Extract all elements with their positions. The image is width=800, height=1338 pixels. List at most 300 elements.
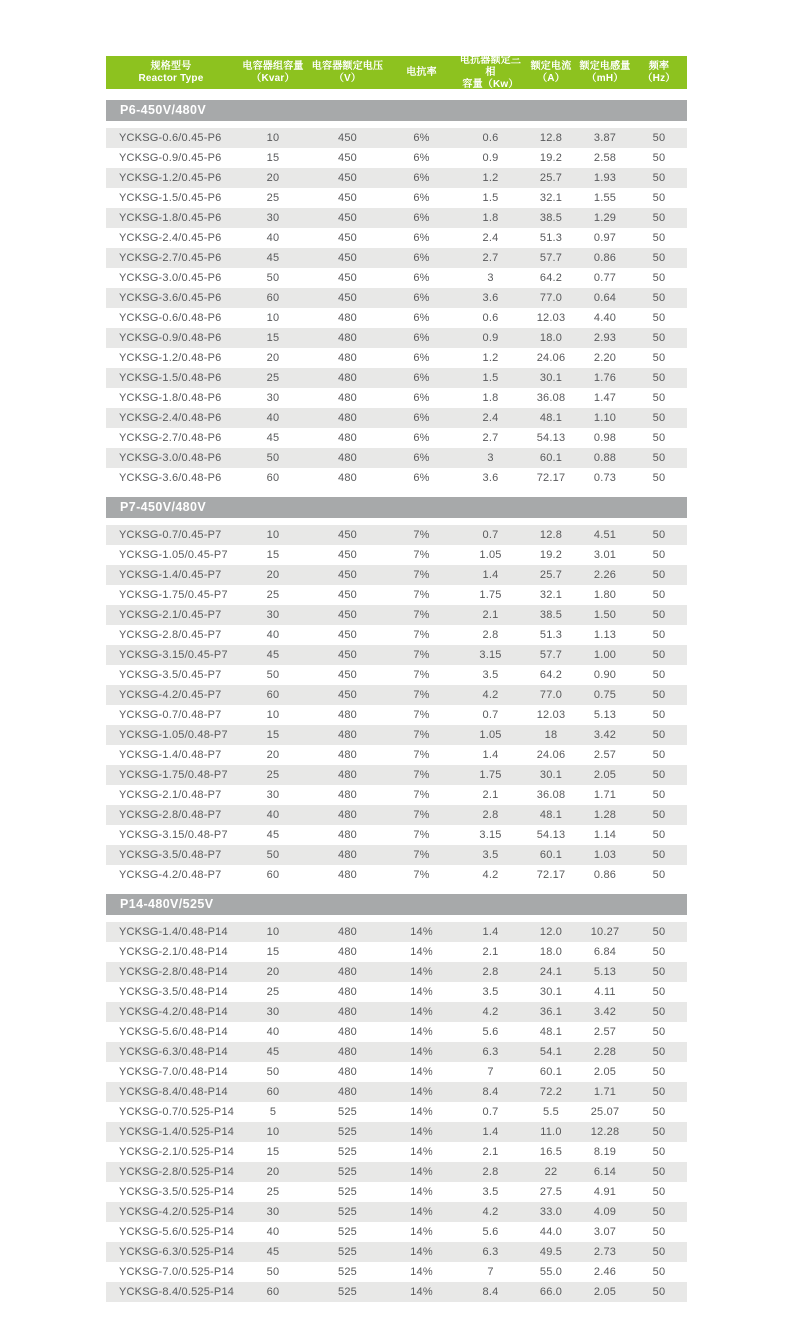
- value-cell: 2.46: [593, 1266, 617, 1278]
- value-cell: 45: [266, 649, 280, 661]
- value-cell: 480: [338, 1006, 357, 1018]
- value-cell: 5.6: [482, 1226, 499, 1238]
- value-cell: 2.57: [593, 749, 617, 761]
- model-cell: YCKSG-5.6/0.48-P14: [119, 1026, 228, 1038]
- model-cell: YCKSG-3.0/0.45-P6: [119, 272, 222, 284]
- value-cell: 0.6: [482, 312, 499, 324]
- value-cell: 6%: [413, 392, 430, 404]
- model-cell: YCKSG-1.05/0.48-P7: [119, 729, 228, 741]
- value-cell: 7%: [413, 529, 430, 541]
- value-cell: 1.13: [593, 629, 617, 641]
- table-row: [106, 288, 687, 308]
- value-cell: 6.3: [482, 1246, 499, 1258]
- value-cell: 18.0: [539, 946, 563, 958]
- value-cell: 49.5: [539, 1246, 563, 1258]
- section-rows: [106, 922, 687, 1302]
- value-cell: 50: [652, 472, 666, 484]
- value-cell: 50: [652, 332, 666, 344]
- table-row: [106, 308, 687, 328]
- value-cell: 40: [266, 809, 280, 821]
- value-cell: 0.90: [593, 669, 617, 681]
- value-cell: 480: [338, 849, 357, 861]
- model-cell: YCKSG-4.2/0.45-P7: [119, 689, 222, 701]
- value-cell: 25: [266, 192, 280, 204]
- table-row: [106, 148, 687, 168]
- table-row: [106, 605, 687, 625]
- value-cell: 20: [266, 569, 280, 581]
- column-header-zh: 频率: [648, 60, 670, 72]
- column-header-zh: 额定电感量: [579, 60, 631, 72]
- model-cell: YCKSG-2.1/0.525-P14: [119, 1146, 235, 1158]
- model-cell: YCKSG-3.6/0.45-P6: [119, 292, 222, 304]
- value-cell: 30: [266, 609, 280, 621]
- value-cell: 1.29: [593, 212, 617, 224]
- value-cell: 51.3: [539, 232, 563, 244]
- value-cell: 2.1: [482, 946, 499, 958]
- value-cell: 7%: [413, 869, 430, 881]
- value-cell: 50: [652, 1006, 666, 1018]
- value-cell: 2.73: [593, 1246, 617, 1258]
- value-cell: 19.2: [539, 152, 563, 164]
- value-cell: 40: [266, 412, 280, 424]
- value-cell: 0.73: [593, 472, 617, 484]
- value-cell: 50: [266, 849, 280, 861]
- value-cell: 50: [652, 809, 666, 821]
- value-cell: 3: [487, 452, 494, 464]
- reactor-spec-table: [106, 56, 687, 1311]
- column-header-unit: 容量（Kw）: [462, 78, 519, 90]
- column-header-unit: （Kvar）: [251, 72, 295, 84]
- value-cell: 480: [338, 472, 357, 484]
- value-cell: 36.1: [539, 1006, 563, 1018]
- model-cell: YCKSG-1.8/0.45-P6: [119, 212, 222, 224]
- table-row: [106, 228, 687, 248]
- value-cell: 0.97: [593, 232, 617, 244]
- value-cell: 1.05: [479, 549, 502, 561]
- value-cell: 6%: [413, 252, 430, 264]
- value-cell: 36.08: [536, 789, 566, 801]
- column-header: [310, 56, 385, 89]
- value-cell: 20: [266, 172, 280, 184]
- value-cell: 2.8: [482, 1166, 499, 1178]
- model-cell: YCKSG-1.5/0.45-P6: [119, 192, 222, 204]
- table-row: [106, 1062, 687, 1082]
- table-row: [106, 625, 687, 645]
- value-cell: 1.75: [479, 769, 502, 781]
- value-cell: 4.2: [482, 869, 499, 881]
- value-cell: 14%: [410, 1046, 433, 1058]
- value-cell: 50: [652, 529, 666, 541]
- value-cell: 6%: [413, 452, 430, 464]
- value-cell: 10: [266, 1126, 280, 1138]
- value-cell: 5: [269, 1106, 277, 1118]
- value-cell: 14%: [410, 1086, 433, 1098]
- value-cell: 480: [338, 352, 357, 364]
- value-cell: 10: [266, 926, 280, 938]
- value-cell: 6%: [413, 412, 430, 424]
- value-cell: 3.5: [482, 986, 499, 998]
- value-cell: 55.0: [539, 1266, 563, 1278]
- value-cell: 450: [338, 292, 357, 304]
- value-cell: 38.5: [539, 212, 563, 224]
- value-cell: 50: [652, 549, 666, 561]
- model-cell: YCKSG-3.5/0.48-P14: [119, 986, 228, 998]
- value-cell: 40: [266, 1226, 280, 1238]
- model-cell: YCKSG-1.2/0.48-P6: [119, 352, 222, 364]
- value-cell: 60: [266, 1286, 280, 1298]
- value-cell: 6%: [413, 172, 430, 184]
- table-row: [106, 865, 687, 885]
- value-cell: 50: [652, 232, 666, 244]
- column-header: [106, 56, 236, 89]
- value-cell: 480: [338, 946, 357, 958]
- value-cell: 0.75: [593, 689, 617, 701]
- value-cell: 480: [338, 729, 357, 741]
- value-cell: 25.7: [539, 569, 563, 581]
- table-row: [106, 348, 687, 368]
- value-cell: 0.6: [482, 132, 499, 144]
- value-cell: 48.1: [539, 412, 563, 424]
- table-row: [106, 922, 687, 942]
- value-cell: 1.76: [593, 372, 617, 384]
- value-cell: 24.06: [536, 749, 566, 761]
- value-cell: 2.8: [482, 809, 499, 821]
- value-cell: 50: [652, 629, 666, 641]
- value-cell: 54.13: [536, 829, 566, 841]
- value-cell: 2.58: [593, 152, 617, 164]
- value-cell: 2.1: [482, 1146, 499, 1158]
- value-cell: 30.1: [539, 372, 563, 384]
- value-cell: 50: [266, 1266, 280, 1278]
- value-cell: 480: [338, 709, 357, 721]
- value-cell: 5.5: [543, 1106, 559, 1118]
- value-cell: 450: [338, 669, 357, 681]
- value-cell: 8.19: [593, 1146, 617, 1158]
- value-cell: 7%: [413, 769, 430, 781]
- value-cell: 50: [652, 669, 666, 681]
- value-cell: 20: [266, 749, 280, 761]
- table-row: [106, 585, 687, 605]
- value-cell: 7%: [413, 629, 430, 641]
- model-cell: YCKSG-8.4/0.525-P14: [119, 1286, 235, 1298]
- value-cell: 54.13: [536, 432, 566, 444]
- value-cell: 15: [266, 729, 280, 741]
- value-cell: 60: [266, 292, 280, 304]
- value-cell: 525: [338, 1206, 357, 1218]
- value-cell: 16.5: [539, 1146, 563, 1158]
- model-cell: YCKSG-2.8/0.48-P7: [119, 809, 222, 821]
- column-header-unit: （V）: [333, 72, 362, 84]
- value-cell: 50: [652, 272, 666, 284]
- column-header-zh: 电容器额定电压: [311, 60, 384, 72]
- table-row: [106, 565, 687, 585]
- value-cell: 0.64: [593, 292, 617, 304]
- value-cell: 480: [338, 749, 357, 761]
- value-cell: 30: [266, 789, 280, 801]
- value-cell: 60.1: [539, 849, 563, 861]
- table-row: [106, 1202, 687, 1222]
- value-cell: 14%: [410, 1106, 433, 1118]
- value-cell: 525: [338, 1166, 357, 1178]
- value-cell: 10: [266, 709, 280, 721]
- section-header: P6-450V/480V: [106, 100, 687, 121]
- value-cell: 7%: [413, 809, 430, 821]
- value-cell: 50: [652, 926, 666, 938]
- value-cell: 50: [652, 372, 666, 384]
- value-cell: 50: [266, 272, 280, 284]
- model-cell: YCKSG-0.6/0.45-P6: [119, 132, 222, 144]
- table-row: [106, 545, 687, 565]
- value-cell: 1.4: [482, 926, 499, 938]
- value-cell: 7%: [413, 749, 430, 761]
- value-cell: 6%: [413, 352, 430, 364]
- section-header: P7-450V/480V: [106, 497, 687, 518]
- value-cell: 4.2: [482, 689, 499, 701]
- model-cell: YCKSG-2.8/0.45-P7: [119, 629, 222, 641]
- value-cell: 480: [338, 392, 357, 404]
- table-row: [106, 785, 687, 805]
- value-cell: 60.1: [539, 1066, 563, 1078]
- value-cell: 50: [652, 412, 666, 424]
- value-cell: 7%: [413, 649, 430, 661]
- section-rows: [106, 525, 687, 885]
- value-cell: 450: [338, 152, 357, 164]
- value-cell: 2.8: [482, 629, 499, 641]
- value-cell: 45: [266, 829, 280, 841]
- value-cell: 1.10: [593, 412, 617, 424]
- column-header-zh: 额定电流: [530, 60, 572, 72]
- table-row: [106, 368, 687, 388]
- value-cell: 48.1: [539, 809, 563, 821]
- value-cell: 50: [652, 452, 666, 464]
- value-cell: 6%: [413, 212, 430, 224]
- value-cell: 32.1: [539, 589, 563, 601]
- model-cell: YCKSG-1.05/0.45-P7: [119, 549, 228, 561]
- table-row: [106, 645, 687, 665]
- value-cell: 4.91: [593, 1186, 617, 1198]
- section-header: P14-480V/525V: [106, 894, 687, 915]
- value-cell: 1.05: [479, 729, 502, 741]
- value-cell: 50: [652, 1046, 666, 1058]
- value-cell: 450: [338, 689, 357, 701]
- value-cell: 50: [652, 392, 666, 404]
- value-cell: 2.7: [482, 252, 499, 264]
- value-cell: 1.80: [593, 589, 617, 601]
- value-cell: 57.7: [539, 649, 563, 661]
- model-cell: YCKSG-3.15/0.48-P7: [119, 829, 228, 841]
- value-cell: 15: [266, 152, 280, 164]
- value-cell: 6%: [413, 332, 430, 344]
- value-cell: 25.7: [539, 172, 563, 184]
- table-row: [106, 1262, 687, 1282]
- value-cell: 44.0: [539, 1226, 563, 1238]
- value-cell: 10: [266, 132, 280, 144]
- value-cell: 50: [652, 212, 666, 224]
- value-cell: 50: [652, 1106, 666, 1118]
- column-header-zh: 电抗器额定三相: [459, 54, 522, 78]
- column-header-zh: 电容器组容量: [242, 60, 304, 72]
- value-cell: 50: [652, 1206, 666, 1218]
- value-cell: 30: [266, 1206, 280, 1218]
- model-cell: YCKSG-0.7/0.525-P14: [119, 1106, 235, 1118]
- model-cell: YCKSG-6.3/0.525-P14: [119, 1246, 235, 1258]
- value-cell: 525: [338, 1226, 357, 1238]
- value-cell: 8.4: [482, 1286, 499, 1298]
- table-row: [106, 188, 687, 208]
- value-cell: 3.15: [479, 829, 502, 841]
- value-cell: 14%: [410, 1246, 433, 1258]
- value-cell: 6.14: [593, 1166, 617, 1178]
- value-cell: 0.88: [593, 452, 617, 464]
- value-cell: 50: [652, 966, 666, 978]
- table-row: [106, 448, 687, 468]
- value-cell: 50: [652, 946, 666, 958]
- model-cell: YCKSG-3.5/0.525-P14: [119, 1186, 235, 1198]
- value-cell: 3.07: [593, 1226, 617, 1238]
- value-cell: 0.7: [482, 709, 499, 721]
- value-cell: 10: [266, 529, 280, 541]
- value-cell: 4.51: [593, 529, 617, 541]
- value-cell: 525: [338, 1266, 357, 1278]
- value-cell: 1.5: [482, 372, 499, 384]
- value-cell: 15: [266, 1146, 280, 1158]
- value-cell: 51.3: [539, 629, 563, 641]
- value-cell: 36.08: [536, 392, 566, 404]
- value-cell: 3.5: [482, 669, 499, 681]
- value-cell: 480: [338, 312, 357, 324]
- value-cell: 14%: [410, 966, 433, 978]
- value-cell: 18: [544, 729, 558, 741]
- value-cell: 1.28: [593, 809, 617, 821]
- value-cell: 14%: [410, 1266, 433, 1278]
- value-cell: 14%: [410, 1026, 433, 1038]
- value-cell: 2.57: [593, 1026, 617, 1038]
- value-cell: 480: [338, 412, 357, 424]
- value-cell: 50: [652, 589, 666, 601]
- value-cell: 33.0: [539, 1206, 563, 1218]
- value-cell: 3.6: [482, 472, 499, 484]
- value-cell: 480: [338, 869, 357, 881]
- value-cell: 72.17: [536, 472, 566, 484]
- table-row: [106, 408, 687, 428]
- model-cell: YCKSG-1.75/0.45-P7: [119, 589, 228, 601]
- model-cell: YCKSG-8.4/0.48-P14: [119, 1086, 228, 1098]
- model-cell: YCKSG-2.8/0.48-P14: [119, 966, 228, 978]
- value-cell: 14%: [410, 1186, 433, 1198]
- value-cell: 50: [652, 1246, 666, 1258]
- value-cell: 5.6: [482, 1026, 499, 1038]
- value-cell: 480: [338, 966, 357, 978]
- value-cell: 40: [266, 1026, 280, 1038]
- value-cell: 6.84: [593, 946, 617, 958]
- table-row: [106, 685, 687, 705]
- value-cell: 32.1: [539, 192, 563, 204]
- value-cell: 2.28: [593, 1046, 617, 1058]
- value-cell: 64.2: [539, 669, 563, 681]
- value-cell: 50: [652, 1286, 666, 1298]
- value-cell: 50: [266, 1066, 280, 1078]
- value-cell: 480: [338, 332, 357, 344]
- table-row: [106, 468, 687, 488]
- value-cell: 22: [544, 1166, 558, 1178]
- value-cell: 50: [652, 252, 666, 264]
- value-cell: 7%: [413, 829, 430, 841]
- value-cell: 14%: [410, 926, 433, 938]
- value-cell: 480: [338, 789, 357, 801]
- value-cell: 2.1: [482, 789, 499, 801]
- table-row: [106, 725, 687, 745]
- value-cell: 2.05: [593, 1286, 617, 1298]
- value-cell: 50: [266, 452, 280, 464]
- value-cell: 50: [652, 1086, 666, 1098]
- value-cell: 60: [266, 869, 280, 881]
- value-cell: 50: [652, 769, 666, 781]
- value-cell: 20: [266, 966, 280, 978]
- value-cell: 30.1: [539, 769, 563, 781]
- value-cell: 3.15: [479, 649, 502, 661]
- value-cell: 480: [338, 1066, 357, 1078]
- value-cell: 50: [652, 1146, 666, 1158]
- value-cell: 450: [338, 569, 357, 581]
- value-cell: 11.0: [540, 1126, 562, 1138]
- value-cell: 64.2: [539, 272, 563, 284]
- column-header: [579, 56, 631, 89]
- table-row: [106, 1082, 687, 1102]
- value-cell: 7%: [413, 569, 430, 581]
- value-cell: 3.01: [593, 549, 617, 561]
- table-row: [106, 1042, 687, 1062]
- value-cell: 450: [338, 192, 357, 204]
- value-cell: 15: [266, 332, 280, 344]
- model-cell: YCKSG-1.4/0.45-P7: [119, 569, 222, 581]
- table-row: [106, 168, 687, 188]
- value-cell: 7%: [413, 549, 430, 561]
- value-cell: 2.4: [482, 412, 499, 424]
- value-cell: 2.05: [593, 769, 617, 781]
- value-cell: 14%: [410, 1146, 433, 1158]
- value-cell: 12.03: [536, 312, 566, 324]
- value-cell: 1.4: [482, 1126, 499, 1138]
- value-cell: 50: [652, 609, 666, 621]
- value-cell: 10: [266, 312, 280, 324]
- value-cell: 7%: [413, 709, 430, 721]
- value-cell: 1.4: [482, 749, 499, 761]
- value-cell: 48.1: [539, 1026, 563, 1038]
- value-cell: 30.1: [539, 986, 563, 998]
- value-cell: 480: [338, 769, 357, 781]
- column-header-zh: 规格型号: [150, 60, 192, 72]
- table-row: [106, 665, 687, 685]
- value-cell: 50: [652, 986, 666, 998]
- value-cell: 6%: [413, 472, 430, 484]
- model-cell: YCKSG-2.1/0.45-P7: [119, 609, 222, 621]
- value-cell: 14%: [410, 1166, 433, 1178]
- value-cell: 6.3: [482, 1046, 499, 1058]
- value-cell: 14%: [410, 986, 433, 998]
- model-cell: YCKSG-1.8/0.48-P6: [119, 392, 222, 404]
- column-header-unit: Reactor Type: [138, 72, 204, 84]
- value-cell: 7%: [413, 789, 430, 801]
- value-cell: 50: [652, 192, 666, 204]
- table-row: [106, 1162, 687, 1182]
- value-cell: 6%: [413, 192, 430, 204]
- table-row: [106, 942, 687, 962]
- value-cell: 54.1: [539, 1046, 563, 1058]
- value-cell: 24.1: [539, 966, 563, 978]
- model-cell: YCKSG-4.2/0.525-P14: [119, 1206, 235, 1218]
- value-cell: 50: [652, 1266, 666, 1278]
- value-cell: 50: [652, 1166, 666, 1178]
